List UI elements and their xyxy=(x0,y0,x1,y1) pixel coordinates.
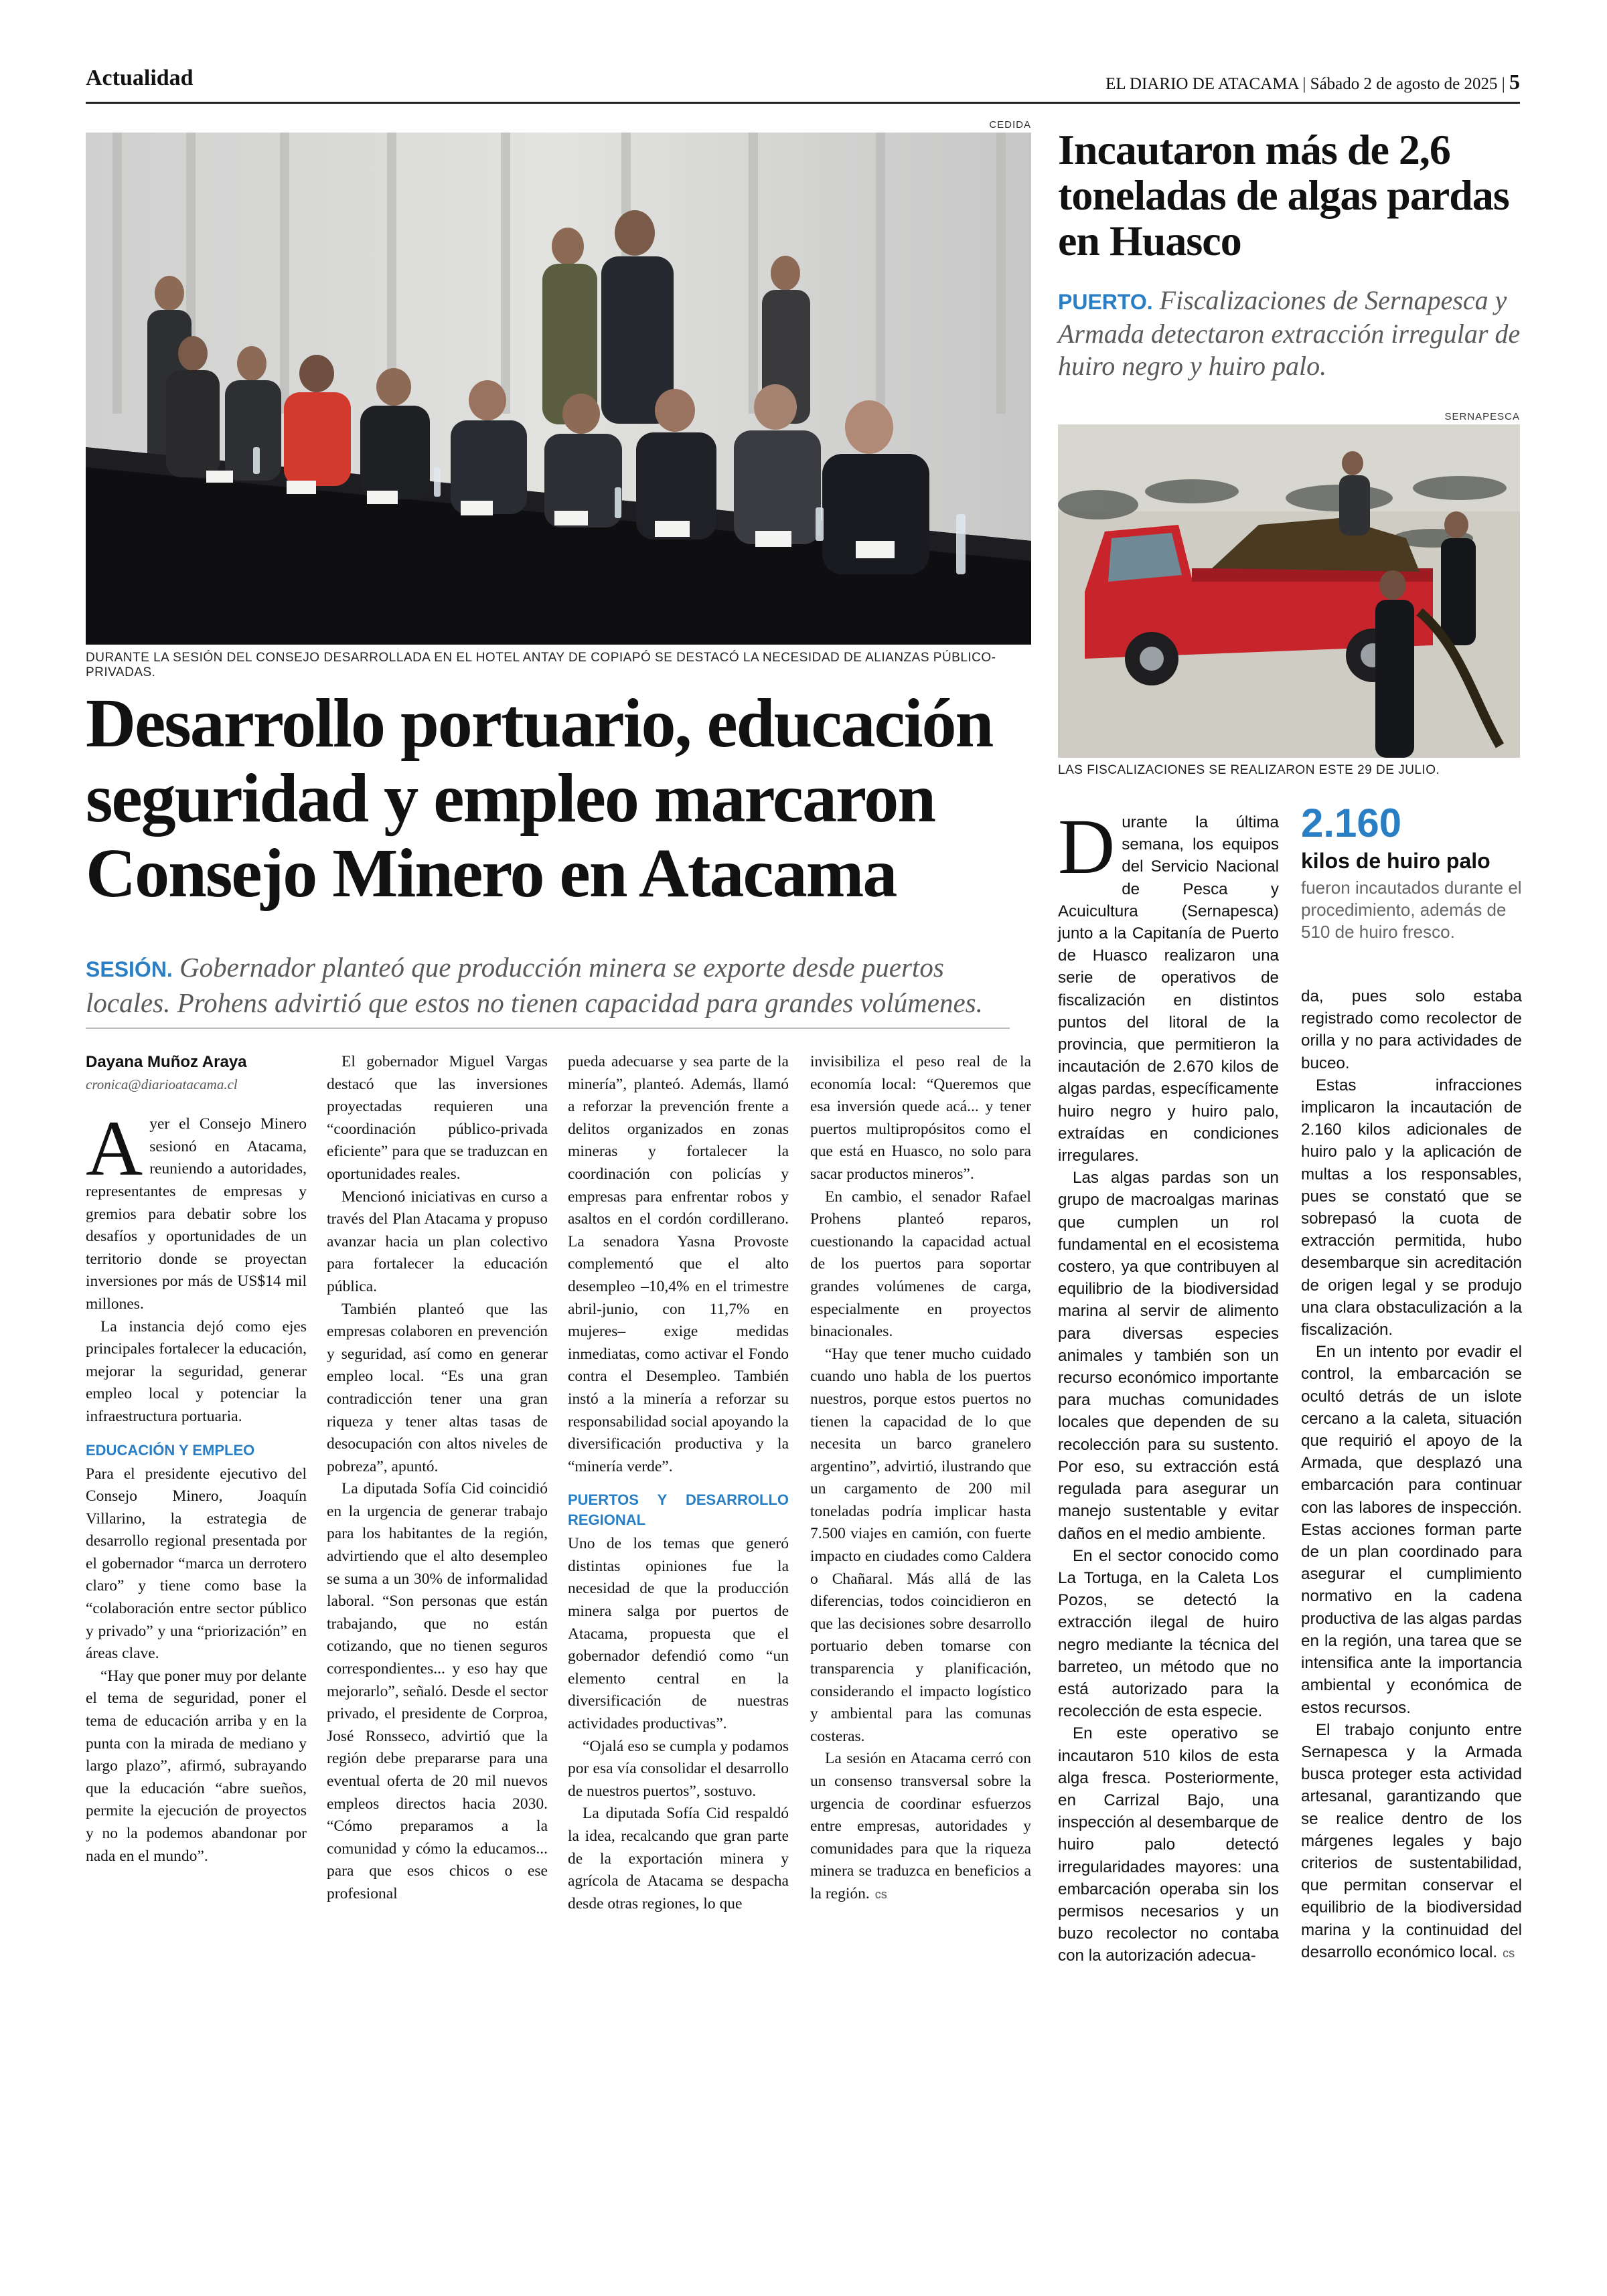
stat-number: 2.160 xyxy=(1301,801,1402,845)
paragraph: invisibiliza el peso real de la economía local: “Queremos que esa inversión quede acá... y tener puertos multipropósitos como el que está en Huasco, no solo para sacar productos mineros”. xyxy=(810,1053,1031,1183)
paragraph: En el sector conocido como La Tortuga, en la Caleta Los Pozos, se detectó la extracción ilegal de huiro negro mediante la técnica del barreteo, un método que no está autorizado para la recolección de esta especie. xyxy=(1058,1546,1279,1721)
byline: Dayana Muñoz Araya xyxy=(86,1053,247,1071)
paragraph: La diputada Sofía Cid respaldó la idea, recalcando que gran parte de la exportación minera y agrícola de Atacama se despacha desde otras regiones, lo que xyxy=(568,1805,789,1912)
main-headline: Desarrollo portuario, educación seguridad y empleo marcaron Consejo Minero en Atacama xyxy=(86,685,993,912)
header-rule xyxy=(86,102,1520,104)
paragraph: También planteó que las empresas colaboren en prevención y seguridad, así como en generar empleo local. “Es una gran contradicción tener una gran riqueza y tener altas tasas de desocupación con altos niveles de pobreza”, apuntó. xyxy=(327,1300,548,1475)
side-headline: Incautaron más de 2,6 toneladas de algas pardas en Huasco xyxy=(1058,126,1509,264)
masthead: EL DIARIO DE ATACAMA | Sábado 2 de agosto de 2025 | 5 xyxy=(1105,70,1520,94)
main-kicker: SESIÓN. xyxy=(86,957,173,981)
main-deck-text: Gobernador planteó que producción minera se exporte desde puertos locales. Prohens advirtió que estos no tienen capacidad para grandes volúmenes. xyxy=(86,952,983,1018)
side-kicker: PUERTO. xyxy=(1058,290,1153,314)
dropcap: D xyxy=(1058,803,1116,890)
paragraph: El gobernador Miguel Vargas destacó que las inversiones proyectadas requieren una “coordinación público-privada eficiente” para que se traduzcan en oportunidades reales. xyxy=(327,1053,548,1183)
subheading: PUERTOS Y DESARROLLO REGIONAL xyxy=(568,1491,789,1529)
side-photo-caption: LAS FISCALIZACIONES SE REALIZARON ESTE 29 DE JULIO. xyxy=(1058,763,1440,777)
stat-title: kilos de huiro palo xyxy=(1301,849,1490,873)
paragraph: “Ojalá eso se cumpla y podamos por esa vía consolidar el desarrollo de nuestros puertos”, sostuvo. xyxy=(568,1737,789,1800)
paragraph: Para el presidente ejecutivo del Consejo Minero, Joaquín Villarino, la estrategia de desarrollo regional presentada por el gobernador “marca un derrotero claro” y tiene como base la “colaboración entre sector público y privado” y una “priorización” en áreas clave. xyxy=(86,1465,307,1663)
paragraph: En cambio, el senador Rafael Prohens planteó reparos, cuestionando la capacidad actual de los puertos para soportar grandes volúmenes de carga, especialmente en proyectos binacionales. xyxy=(810,1187,1031,1341)
main-column-3 xyxy=(568,1051,789,1915)
side-column-1 xyxy=(1058,803,1279,1967)
paragraph: En este operativo se incautaron 510 kilos de esta alga fresca. Posteriormente, en Carrizal Bajo, una inspección al desembarque de huiro palo detectó irregularidades mayores: una embarcación operaba sin los permisos necesarios y un buzo recolector no contaba con la autorización adecua- xyxy=(1058,1724,1279,1965)
side-photo-credit: SERNAPESCA xyxy=(1444,411,1520,422)
paragraph: “Hay que tener mucho cuidado cuando uno habla de los puertos nuestros, porque estos puertos no tienen la capacidad de lo que necesita un barco granelero argentino”, advirtió, ilustrando que un cargamento de 200 mil toneladas podría implicar hasta 7.500 viajes en camión, con fuerte impacto en ciudades como Caldera o Chañaral. Más allá de las diferencias, todos coincidieron en que las decisiones sobre desarrollo portuario deben tomarse con transparencia y planificación, considerando el impacto logístico y ambiental para las comunas costeras. xyxy=(810,1345,1031,1745)
paragraph: La sesión en Atacama cerró con un consenso transversal sobre la urgencia de coordinar esfuerzos entre empresas, autoridades y comunidades para que la riqueza minera se traduzca en beneficios a la región. cs xyxy=(810,1750,1031,1902)
main-column-2 xyxy=(327,1051,548,1906)
main-column-4 xyxy=(810,1051,1031,1906)
main-deck xyxy=(86,951,1023,1019)
paragraph: La diputada Sofía Cid coincidió en la urgencia de generar trabajo para los habitantes de la región, advirtiendo que el alto desempleo se suma a un 30% de informalidad laboral. “Son personas que están trabajando, que no están cotizando, que no tienen seguros correspondientes... y eso hay que mejorarlo”, señaló. Desde el sector privado, el presidente de Corproa, José Ronsseco, advirtió que la región debe prepararse para una eventual oferta de 20 mil nuevos empleos directos hacia 2030. “Cómo preparamos a la comunidad y cómo la educamos... para que esos chicos o ese profesional xyxy=(327,1480,548,1902)
main-photo-caption: DURANTE LA SESIÓN DEL CONSEJO DESARROLLADA EN EL HOTEL ANTAY DE COPIAPÓ SE DESTACÓ LA NECESIDAD DE ALIANZAS PÚBLICO-PRIVADAS. xyxy=(86,651,996,679)
paper-name: EL DIARIO DE ATACAMA xyxy=(1105,75,1299,93)
byline-email: cronica@diarioatacama.cl xyxy=(86,1076,238,1092)
paragraph: Durante la última semana, los equipos del Servicio Nacional de Pesca y Acuicultura (Sernapesca) junto a la Capitanía de Puerto de Huasco realizaron una serie de operativos de fiscalización en distintos puntos del litoral de la provincia, que permitieron la incautación de 2.670 kilos de algas pardas, específicamente huiro negro y huiro palo, extraídas en condiciones irregulares. xyxy=(1058,803,1279,1165)
dropcap: A xyxy=(86,1104,143,1193)
stat-text: fueron incautados durante el procedimiento, además de 510 de huiro fresco. xyxy=(1301,878,1522,942)
section-label: Actualidad xyxy=(86,66,194,90)
issue-date: Sábado 2 de agosto de 2025 xyxy=(1310,75,1498,93)
side-deck xyxy=(1058,284,1527,382)
deck-rule xyxy=(86,1028,1010,1029)
paragraph: El trabajo conjunto entre Sernapesca y la Armada busca proteger esta actividad artesanal, garantizando que se realice dentro de los márgenes legales y bajo criterios de sustentabilidad, que permitan conservar el equilibrio de la biodiversidad marina y la continuidad del desarrollo económico local. cs xyxy=(1301,1720,1522,1961)
paragraph: da, pues solo estaba registrado como recolector de orilla y no para actividades de buceo. xyxy=(1301,987,1522,1072)
paragraph: “Hay que poner muy por delante el tema de seguridad, poner el tema de educación arriba y en la punta con la mirada de mediano y largo plazo”, afirmó, subrayando que la educación “abre sueños, permite la ejecución de proyectos y no la podemos abandonar por nada en el mundo”. xyxy=(86,1667,307,1865)
paragraph: pueda adecuarse y sea parte de la minería”, planteó. Además, llamó a reforzar la prevención frente a delitos organizados en zonas mineras y fortalecer la coordinación con policías y empresas para enfrentar robos y asaltos en el cordón cordillerano. La senadora Yasna Provoste complementó que el alto desempleo –10,4% en el trimestre abril-junio, con 11,7% en mujeres– exige medidas inmediatas, como activar el Fondo contra el Desempleo. También instó a la minería a reforzar su responsabilidad social apoyando la diversificación productiva y la “minería verde”. xyxy=(568,1053,789,1475)
paragraph: En un intento por evadir el control, la embarcación se ocultó detrás de un islote cercano a la caleta, situación que requirió el apoyo de la Armada, que desplazó una embarcación para continuar con las labores de inspección. Estas acciones forman parte de un plan coordinado para asegurar el cumplimiento normativo en la cadena productiva de las algas pardas en la región, una tarea que se intensifica ante la importancia ambiental y económica de estos recursos. xyxy=(1301,1343,1522,1717)
side-deck-text: Fiscalizaciones de Sernapesca y Armada detectaron extracción irregular de huiro negro y huiro palo. xyxy=(1058,285,1521,381)
end-mark: cs xyxy=(1503,1946,1515,1960)
main-photo xyxy=(86,133,1031,645)
side-column-2 xyxy=(1301,985,1522,1965)
main-photo-credit: CEDIDA xyxy=(989,119,1031,131)
end-mark: cs xyxy=(874,1887,887,1901)
page-number: 5 xyxy=(1509,70,1520,94)
paragraph: La instancia dejó como ejes principales fortalecer la educación, mejorar la seguridad, generar empleo local y potenciar la infraestructura portuaria. xyxy=(86,1317,307,1425)
side-photo xyxy=(1058,424,1520,758)
main-column-1 xyxy=(86,1051,307,1868)
paragraph: Las algas pardas son un grupo de macroalgas marinas que cumplen un rol fundamental en el ecosistema costero, ya que contribuyen al equilibrio de la biodiversidad marina al servir de alimento para diversas especies animales y también son un recurso económico importante para muchas comunidades locales que dependen de su recolección para su sustento. Por eso, su extracción está regulada para asegurar un manejo sustentable y evitar daños en el medio ambiente. xyxy=(1058,1169,1279,1543)
subheading: EDUCACIÓN Y EMPLEO xyxy=(86,1441,255,1459)
paragraph: Estas infracciones implicaron la incautación de 2.160 kilos adicionales de huiro palo y la aplicación de multas a los responsables, pues se constató que se sobrepasó la cuota de extracción permitida, hubo desembarque sin acreditación de origen legal y se produjo una clara obstaculización a la fiscalización. xyxy=(1301,1076,1522,1339)
paragraph: Ayer el Consejo Minero sesionó en Atacama, reuniendo a autoridades, representantes de empresas y gremios para debatir sobre los desafíos y oportunidades de un territorio donde se proyectan inversiones por más de US$14 mil millones. xyxy=(86,1104,307,1313)
paragraph: Mencionó iniciativas en curso a través del Plan Atacama y propuso avanzar hacia un plan colectivo para fortalecer la educación pública. xyxy=(327,1187,548,1295)
paragraph: Uno de los temas que generó distintas opiniones fue la necesidad de que la producción minera salga por puertos de Atacama, propuesta que el gobernador defendió como “un elemento central en la diversificación de nuestras actividades productivas”. xyxy=(568,1535,789,1733)
